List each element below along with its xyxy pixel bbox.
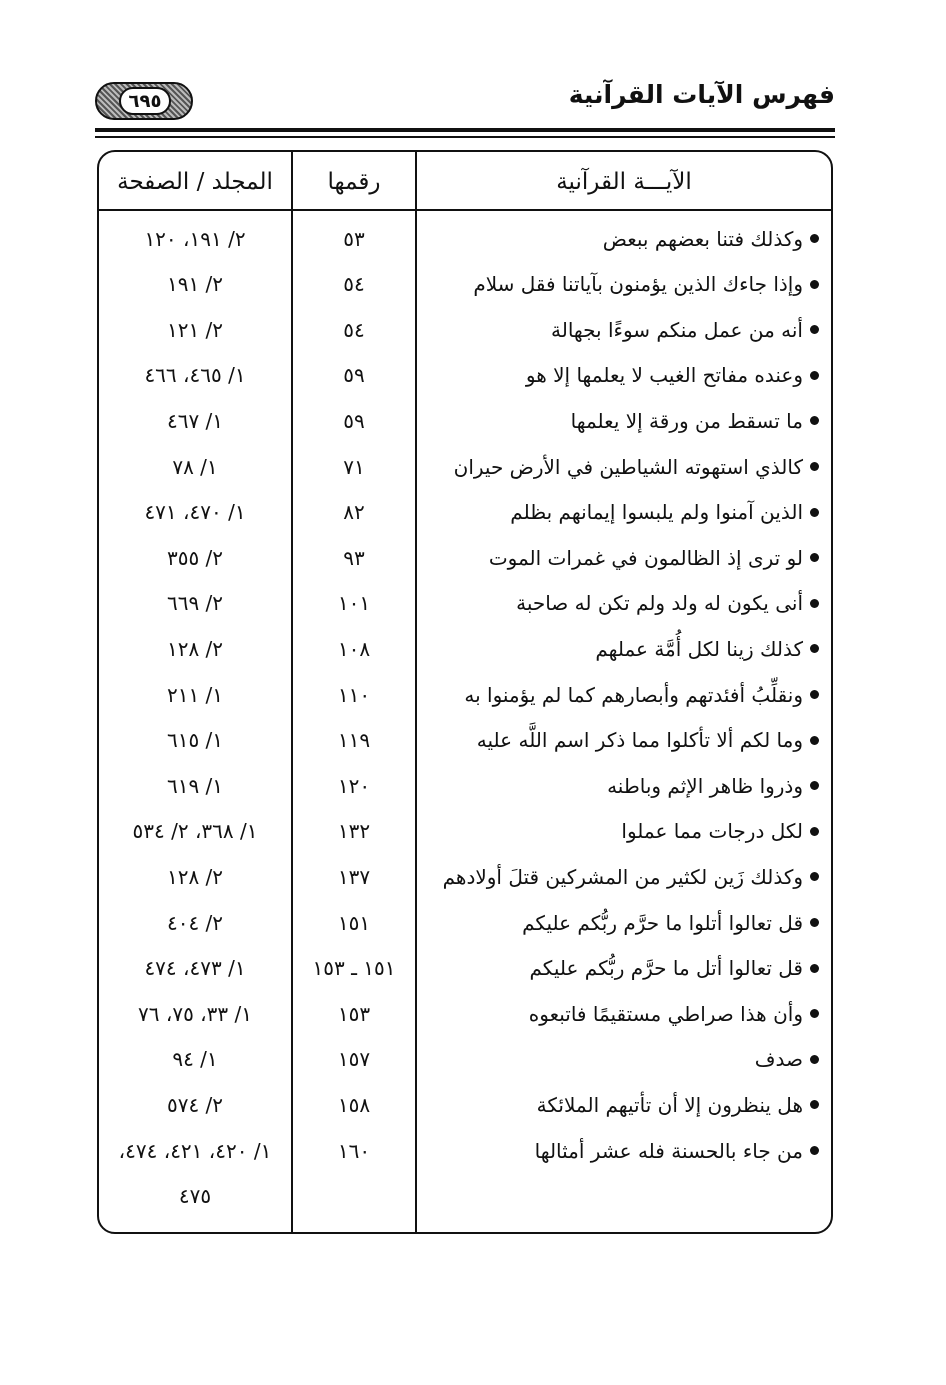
volume-page-cell: ١/ ٣٣، ٧٥، ٧٦ <box>138 1001 252 1026</box>
bullet-icon <box>810 872 819 881</box>
bullet-icon <box>810 508 819 517</box>
verse-cell: أنه من عمل منكم سوءًا بجهالة <box>551 317 803 342</box>
bullet-icon <box>810 553 819 562</box>
table-row <box>99 535 831 580</box>
table-row <box>99 581 831 626</box>
volume-page-cell: ٢/ ١٢٨ <box>166 636 224 661</box>
verse-number-cell: ٥٣ <box>343 226 365 251</box>
verse-number-cell: ٨٢ <box>343 500 365 525</box>
volume-page-cell: ١/ ٤٧٠، ٤٧١ <box>144 500 246 525</box>
page-number: ٦٩٥ <box>119 87 171 115</box>
table-row <box>99 626 831 671</box>
page-header <box>95 80 835 130</box>
verse-number-cell <box>293 1174 415 1219</box>
bullet-icon <box>810 781 819 790</box>
bullet-icon <box>810 462 819 471</box>
volume-page-cell: ٢/ ١٩١ <box>166 272 224 297</box>
table-row <box>99 854 831 899</box>
table-row <box>99 672 831 717</box>
verse-cell: الذين آمنوا ولم يلبسوا إيمانهم بظلم <box>510 500 803 525</box>
bullet-icon <box>810 736 819 745</box>
verse-cell: هل ينظرون إلا أن تأتيهم الملائكة <box>536 1092 803 1117</box>
table-row <box>99 1037 831 1082</box>
table-row <box>99 900 831 945</box>
volume-page-cell: ١/ ٧٨ <box>172 454 218 479</box>
verse-cell: صدف <box>754 1047 803 1072</box>
table-row <box>99 216 831 261</box>
table-row <box>99 718 831 763</box>
volume-page-cell: ١/ ٤٢٠، ٤٢١، ٤٧٤، <box>118 1138 272 1163</box>
column-header-ref: المجلد / الصفحة <box>117 169 273 195</box>
verse-cell: وأن هذا صراطي مستقيمًا فاتبعوه <box>528 1001 803 1026</box>
bullet-icon <box>810 371 819 380</box>
table-row <box>99 1174 831 1219</box>
bullet-icon <box>810 827 819 836</box>
verse-cell: وما لكم ألا تأكلوا مما ذكر اسم اللَّه عليه <box>476 728 803 753</box>
volume-page-cell: ٢/ ٥٧٤ <box>166 1092 224 1117</box>
table-row <box>99 763 831 808</box>
verse-number-cell: ١٠٨ <box>337 636 371 661</box>
volume-page-cell: ١/ ٤٦٥، ٤٦٦ <box>144 363 246 388</box>
volume-page-cell: ٢/ ١٩١، ١٢٠ <box>144 226 246 251</box>
verse-number-cell: ١٢٠ <box>337 773 371 798</box>
verse-index-table <box>97 150 833 1234</box>
table-row <box>99 307 831 352</box>
verse-cell: وعنده مفاتح الغيب لا يعلمها إلا هو <box>525 363 803 388</box>
bullet-icon <box>810 918 819 927</box>
volume-page-cell: ١/ ٩٤ <box>172 1047 218 1072</box>
table-row <box>99 398 831 443</box>
verse-number-cell: ١٥١ <box>337 910 371 935</box>
verse-cell: وإذا جاءك الذين يؤمنون بآياتنا فقل سلام <box>473 272 803 297</box>
bullet-icon <box>810 234 819 243</box>
table-row <box>99 1128 831 1173</box>
bullet-icon <box>810 690 819 699</box>
verse-number-cell: ١٥٣ <box>337 1001 371 1026</box>
header-rule-thick <box>95 128 835 132</box>
verse-cell: وكذلك زَين لكثير من المشركين قتلَ أولادهم <box>442 864 803 889</box>
verse-number-cell: ١٣٢ <box>337 819 371 844</box>
verse-cell: لو ترى إذ الظالمون في غمرات الموت <box>488 545 803 570</box>
volume-page-cell: ١/ ٤٧٣، ٤٧٤ <box>144 956 246 981</box>
table-row <box>99 353 831 398</box>
column-header-verse: الآيـــة القرآنية <box>556 169 692 195</box>
verse-number-cell: ٩٣ <box>343 545 365 570</box>
verse-cell: لكل درجات مما عملوا <box>621 819 803 844</box>
bullet-icon <box>810 599 819 608</box>
header-row-divider <box>99 209 831 211</box>
verse-cell: وذروا ظاهر الإثم وباطنه <box>607 773 803 798</box>
verse-number-cell: ١٥٨ <box>337 1092 371 1117</box>
verse-number-cell: ١١٠ <box>337 682 371 707</box>
bullet-icon <box>810 1146 819 1155</box>
bullet-icon <box>810 1009 819 1018</box>
verse-number-cell: ٥٩ <box>343 363 365 388</box>
table-row <box>99 444 831 489</box>
verse-number-cell: ١٣٧ <box>337 864 371 889</box>
bullet-icon <box>810 1055 819 1064</box>
verse-cell: كذلك زينا لكل أُمَّة عملهم <box>595 636 803 661</box>
bullet-icon <box>810 644 819 653</box>
volume-page-cell: ٢/ ٣٥٥ <box>166 545 224 570</box>
verse-cell: ونقلِّبُ أفئدتهم وأبصارهم كما لم يؤمنوا به <box>464 682 803 707</box>
volume-page-cell: ٢/ ١٢١ <box>166 317 224 342</box>
verse-number-cell: ٥٩ <box>343 408 365 433</box>
header-rule-thin <box>95 136 835 138</box>
table-row <box>99 1082 831 1127</box>
volume-page-cell: ٢/ ٤٠٤ <box>166 910 224 935</box>
verse-cell: ما تسقط من ورقة إلا يعلمها <box>570 408 803 433</box>
volume-page-cell: ١/ ٦١٩ <box>166 773 224 798</box>
table-row <box>99 946 831 991</box>
verse-number-cell: ٥٤ <box>343 272 365 297</box>
verse-number-cell: ٥٤ <box>343 317 365 342</box>
bullet-icon <box>810 416 819 425</box>
volume-page-cell: ١/ ٦١٥ <box>166 728 224 753</box>
volume-page-cell: ٤٧٥ <box>178 1184 212 1209</box>
verse-cell: قل تعالوا أتل ما حرَّم ربُّكم عليكم <box>529 956 803 981</box>
verse-number-cell: ١٦٠ <box>337 1138 371 1163</box>
verse-cell: وكذلك فتنا بعضهم ببعض <box>602 226 803 251</box>
verse-number-cell: ١٠١ <box>337 591 371 616</box>
verse-number-cell: ١٥٧ <box>337 1047 371 1072</box>
verse-cell: من جاء بالحسنة فله عشر أمثالها <box>534 1138 803 1163</box>
table-row <box>99 262 831 307</box>
verse-cell: أنى يكون له ولد ولم تكن له صاحبة <box>516 591 803 616</box>
verse-number-cell: ١١٩ <box>337 728 371 753</box>
volume-page-cell: ٢/ ١٢٨ <box>166 864 224 889</box>
verse-number-cell: ١٥١ ـ ١٥٣ <box>312 956 396 981</box>
page-number-badge <box>95 82 193 120</box>
bullet-icon <box>810 964 819 973</box>
verse-cell: قل تعالوا أتلوا ما حرَّم ربُّكم عليكم <box>522 910 803 935</box>
volume-page-cell: ١/ ٣٦٨، ٢/ ٥٣٤ <box>132 819 258 844</box>
bullet-icon <box>810 280 819 289</box>
column-header-number: رقمها <box>327 169 381 195</box>
volume-page-cell: ١/ ٤٦٧ <box>166 408 224 433</box>
volume-page-cell: ٢/ ٦٦٩ <box>166 591 224 616</box>
table-row <box>99 991 831 1036</box>
verse-cell: كالذي استهوته الشياطين في الأرض حيران <box>453 454 803 479</box>
table-row <box>99 809 831 854</box>
page-title: فهرس الآيات القرآنية <box>568 80 835 109</box>
bullet-icon <box>810 325 819 334</box>
verse-number-cell: ٧١ <box>343 454 365 479</box>
bullet-icon <box>810 1100 819 1109</box>
volume-page-cell: ١/ ٢١١ <box>166 682 224 707</box>
table-row <box>99 490 831 535</box>
